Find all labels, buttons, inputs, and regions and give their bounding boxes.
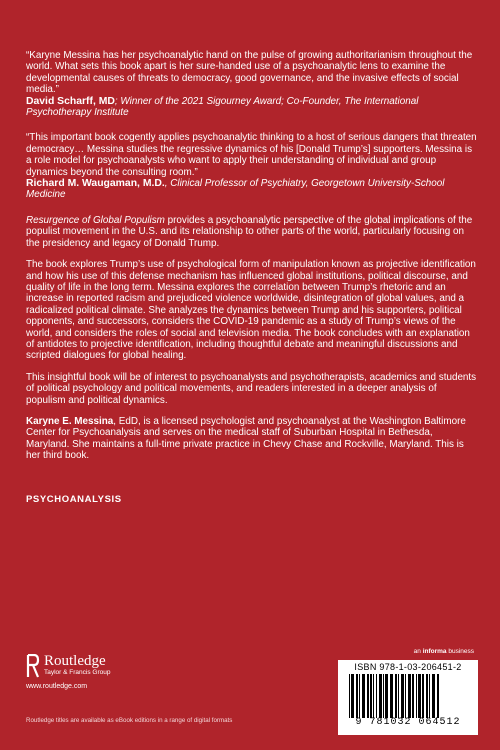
- ebook-note: Routledge titles are available as eBook editions in a range of digital formats: [26, 717, 233, 724]
- informa-brand: informa: [422, 648, 447, 655]
- book-title: Resurgence of Global Populism: [26, 214, 165, 226]
- description-body: The book explores Trump’s use of psychological form of manipulation known as projective identification and how his use of this defense mechanism has influenced global institutions, political discourse, and quality of life in the long term. Messina explores the correlation between Trump’s rhetoric and an increase in reported racism and prejudiced violence worldwide, disintegration of global values, and a radicalized political climate. She analyzes the dynamics between Trump and his supporters, political opponents, and successors, considers the COVID-19 pandemic as a study of Trump’s views of the world, and considers the roles of social and television media. The book concludes with an explanation of antidotes to projective identification, including thoughtful debate and meaningful discussions and scripted dialogues for global healing.: [26, 259, 476, 362]
- endorser-name: David Scharff, MD: [26, 95, 115, 107]
- routledge-logo-icon: [26, 654, 40, 678]
- description-intro: [26, 215, 478, 249]
- publisher-name: Routledge: [44, 653, 106, 669]
- endorsement-attribution: [26, 178, 478, 201]
- publisher-url: www.routledge.com: [26, 683, 88, 690]
- barcode-digits: 9 781032 064512: [355, 717, 461, 728]
- isbn: ISBN 978-1-03-206451-2: [354, 662, 462, 672]
- cover-text: [26, 50, 478, 509]
- endorsement-quote: “This important book cogently applies psychoanalytic thinking to a host of serious dangers that threaten democracy… Messina studies the regressive dynamics of his [Donald Trump’s] supporters. Messina is a role model for psychoanalysts who want to apply their understanding of individual and group dynamics beyond the consulting room.”: [26, 132, 477, 178]
- barcode-box: [338, 660, 478, 735]
- endorsement-1: [26, 50, 478, 118]
- endorsement-attribution: [26, 96, 478, 119]
- author-bio: [26, 416, 478, 462]
- endorser-credit: ; Winner of the 2021 Sigourney Award; Co-Founder, The International Psychotherapy Institute: [26, 95, 419, 119]
- endorser-name: Richard M. Waugaman, M.D.: [26, 178, 165, 190]
- author-name: Karyne E. Messina: [26, 415, 114, 427]
- intro-text: provides a psychoanalytic perspective of the global implications of the populist movement in the U.S. and its relationship to other parts of the world, particularly focusing on the presidency and legacy of Donald Trump.: [26, 214, 473, 249]
- endorser-credit: , Clinical Professor of Psychiatry, Georgetown University-School Medicine: [26, 178, 445, 201]
- publisher-block: [26, 654, 256, 690]
- description-audience: This insightful book will be of interest to psychoanalysts and psychotherapists, academics and students of political psychology and political movements, and readers interested in a deeper analysis of populism and political dynamics.: [26, 371, 477, 406]
- endorsement-2: [26, 132, 478, 200]
- barcode-icon: [345, 674, 471, 718]
- informa-business: an informa business: [413, 648, 474, 655]
- endorsement-quote: “Karyne Messina has her psychoanalytic hand on the pulse of growing authoritarianism throughout the world. What sets this book apart is her sure-handed use of a psychoanalytic lens to examine the developmental causes of threats to democracy, good governance, and the invasive effects of social media.”: [26, 50, 473, 96]
- subject-category: PSYCHOANALYSIS: [26, 493, 122, 505]
- bio-text: , EdD, is a licensed psychologist and psychoanalyst at the Washington Baltimore Center for Psychoanalysis and serves on the medical staff of Suburban Hospital in Bethesda, Maryland. She maintains a full-time private practice in Chevy Chase and Rockville, Maryland. This is her third book.: [26, 415, 466, 462]
- publisher-group: Taylor & Francis Group: [44, 669, 111, 676]
- publisher-logo: [26, 654, 256, 678]
